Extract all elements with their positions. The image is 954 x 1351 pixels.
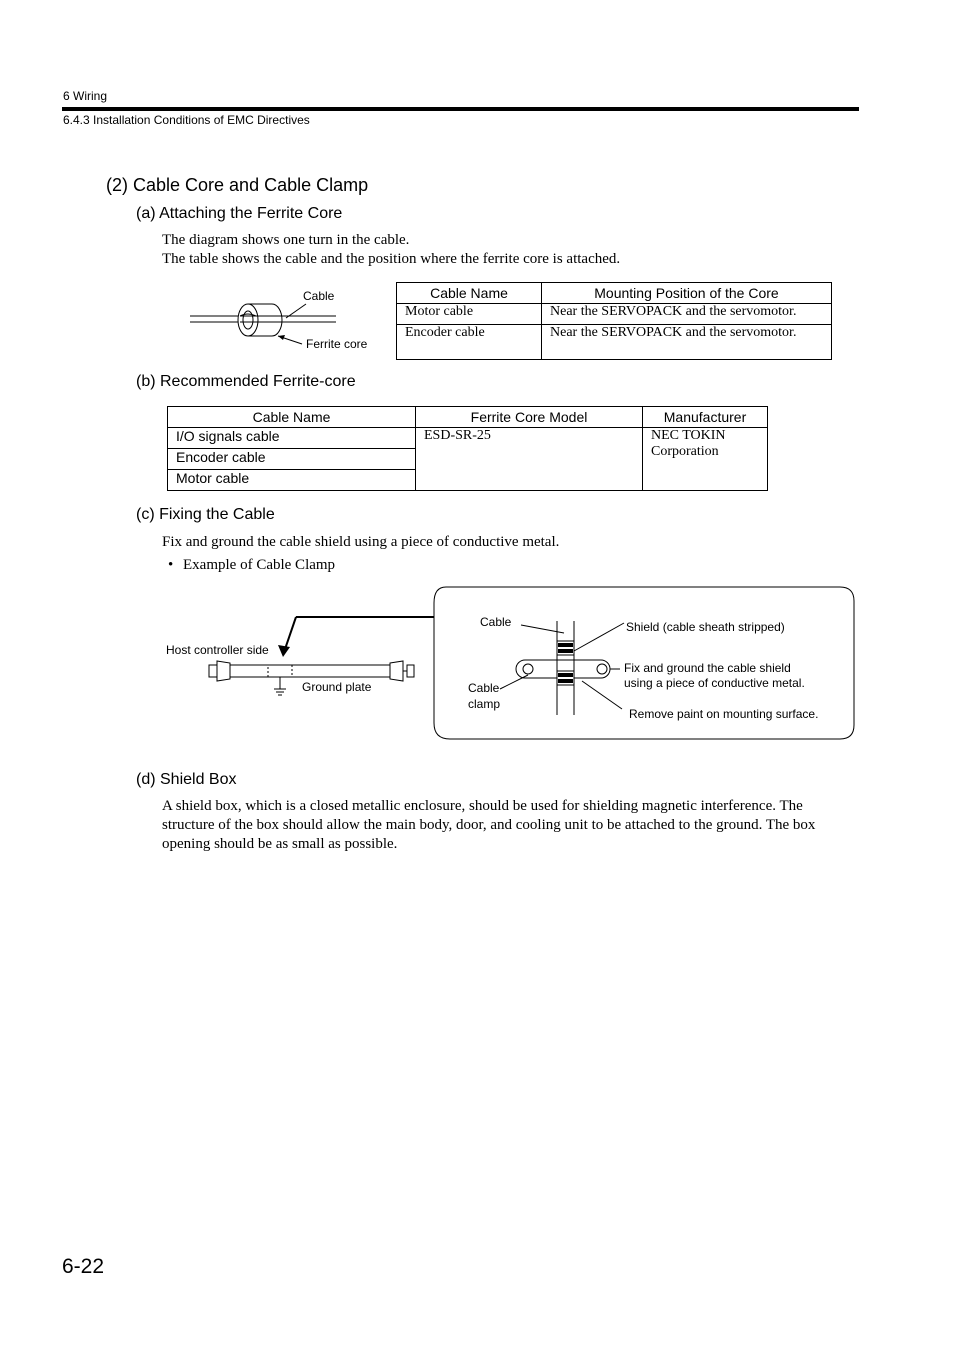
subsection-d-line-3: opening should be as small as possible. (162, 836, 398, 852)
table-cell: Near the SERVOPACK and the servomotor. (542, 325, 832, 360)
table-row (397, 304, 832, 325)
manufacturer-line: NEC TOKIN (651, 428, 726, 443)
table-cell: Encoder cable (397, 325, 542, 360)
running-header-section: 6.4.3 Installation Conditions of EMC Directives (63, 113, 310, 127)
table-header-cell: Ferrite Core Model (416, 407, 643, 428)
table-header-cell: Cable Name (397, 283, 542, 304)
table-header-cell: Mounting Position of the Core (542, 283, 832, 304)
subsection-b-heading: (b) Recommended Ferrite-core (136, 373, 356, 390)
table-cell-manufacturer (643, 428, 768, 491)
bullet-item (168, 556, 335, 575)
fix-ground-label-line-2: using a piece of conductive metal. (624, 676, 805, 690)
subsection-c-text: Fix and ground the cable shield using a piece of conductive metal. (162, 534, 560, 550)
table-cell: Encoder cable (168, 449, 416, 470)
subsection-a-line-1: The diagram shows one turn in the cable. (162, 232, 410, 248)
subsection-a-line-2: The table shows the cable and the position where the ferrite core is attached. (162, 251, 621, 267)
remove-paint-label: Remove paint on mounting surface. (629, 707, 819, 721)
subsection-d-heading: (d) Shield Box (136, 771, 237, 788)
ground-plate-label: Ground plate (302, 680, 372, 694)
bullet-icon: • (168, 557, 174, 573)
running-header-chapter: 6 Wiring (63, 89, 108, 103)
page-number: 6-22 (62, 1255, 105, 1278)
table-header-cell: Manufacturer (643, 407, 768, 428)
subsection-c-heading: (c) Fixing the Cable (136, 506, 275, 523)
table-row (168, 428, 768, 449)
subsection-a-heading: (a) Attaching the Ferrite Core (136, 205, 343, 222)
table-cell: Near the SERVOPACK and the servomotor. (542, 304, 832, 325)
section-heading: (2) Cable Core and Cable Clamp (106, 175, 369, 195)
header-rule (62, 107, 859, 111)
table-cell: I/O signals cable (168, 428, 416, 449)
table-cell: Motor cable (397, 304, 542, 325)
cable-clamp-label-line-1: Cable (468, 681, 500, 695)
detail-cable-label: Cable (480, 615, 512, 629)
core-position-table (396, 282, 832, 360)
table-cell: Motor cable (168, 470, 416, 491)
ferrite-core-table (167, 406, 768, 491)
cable-clamp-label-line-2: clamp (468, 697, 501, 711)
subsection-d-line-2: structure of the box should allow the main body, door, and cooling unit to be attached to the ground. The box (162, 817, 816, 833)
fix-ground-label-line-1: Fix and ground the cable shield (624, 661, 791, 675)
figure-a-ferrite-core-label: Ferrite core (306, 337, 368, 351)
table-row (397, 325, 832, 360)
subsection-d-line-1: A shield box, which is a closed metallic enclosure, should be used for shielding magnetic interference. The (162, 798, 803, 814)
manufacturer-line: Corporation (651, 444, 719, 459)
host-controller-side-label: Host controller side (166, 643, 269, 657)
table-header-cell: Cable Name (168, 407, 416, 428)
bullet-text: Example of Cable Clamp (183, 557, 336, 573)
shield-label: Shield (cable sheath stripped) (626, 620, 785, 634)
table-cell-model: ESD-SR-25 (416, 428, 643, 491)
figure-a-cable-label: Cable (303, 289, 335, 303)
